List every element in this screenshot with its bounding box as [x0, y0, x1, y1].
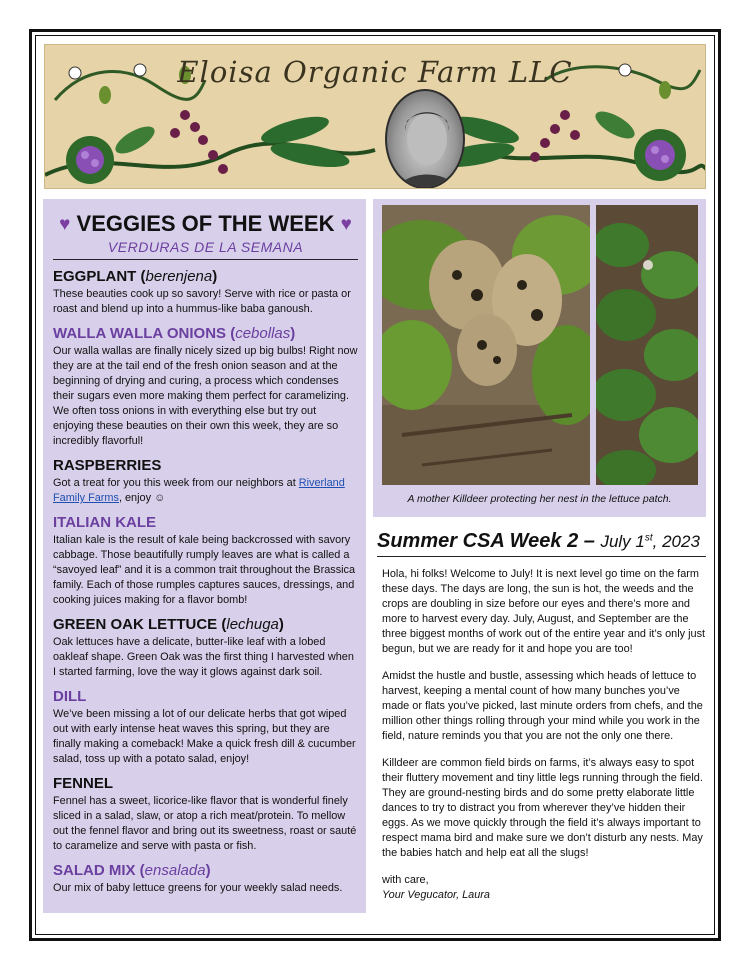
veggie-name: GREEN OAK LETTUCE (lechuga)	[53, 616, 284, 633]
lettuce-patch-photo	[596, 205, 698, 485]
veggie-item-lettuce	[53, 616, 358, 680]
photo-caption: A mother Killdeer protecting her nest in the lettuce patch.	[407, 493, 672, 505]
masthead-banner	[44, 44, 706, 189]
veggie-description: Fennel has a sweet, licorice-like flavor that is wonderful finely sliced in a salad, slaw, or atop a rich meat/protein. To mellow out the fennel flavor and bring out its sweetness, roast or sauté to caramelize and serve with pasta or fish.	[53, 795, 357, 852]
veggie-description: Our mix of baby lettuce greens for your weekly salad needs.	[53, 882, 343, 894]
veggie-description: These beauties cook up so savory! Serve with rice or pasta or roast and blend up into a hummus-like baba ganoush.	[53, 288, 351, 315]
veggie-name: ITALIAN KALE	[53, 514, 157, 531]
veggie-name: SALAD MIX (ensalada)	[53, 862, 211, 879]
veggie-description: Our walla wallas are finally nicely sized up big bulbs! Right now they are at the tail end of the fresh onion season and at the beginning of drying and curing, a process which condenses their sugars even more making them perfect for caramelizing. We often toss onions in with everything else but try out enjoying these beauties on their own this week, they are so incredibly flavorful!	[53, 345, 358, 447]
veggies-subheading: VERDURAS DE LA SEMANA	[53, 239, 358, 260]
veggie-name: EGGPLANT (berenjena)	[53, 268, 218, 285]
farmer-portrait	[385, 89, 465, 189]
veggies-panel	[43, 199, 366, 913]
article-paragraph: Hola, hi folks! Welcome to July! It is next level go time on the farm these days. The days are long, the sun is hot, the weeds and the crops are doubling in size before our eyes and there’s more and more to harvest every day. July, August, and September are the three biggest months of work out of the entire year and it’s only just begun, but we are ready for it and hope you are too!	[382, 568, 706, 655]
veggie-name: WALLA WALLA ONIONS (cebollas)	[53, 325, 296, 342]
photo-panel	[373, 199, 706, 517]
article-paragraph: Killdeer are common field birds on farms, it’s always easy to spot their fluttery movement and tiny little legs running through the field. They are ground-nesting birds and do some pretty elaborate little dances to try to distract you from wherever they’ve hidden their eggs. As we move quickly through the field it’s always important to respect mama bird and make sure we don’t disturb any nests. May the babies hatch and help eat all the slugs!	[382, 757, 703, 859]
veggie-item-kale	[53, 514, 358, 608]
riverland-farms-link[interactable]: Riverland Family Farms	[53, 477, 345, 504]
veggie-description: Got a treat for you this week from our neighbors at Riverland Family Farms, enjoy ☺	[53, 477, 345, 504]
veggies-heading: ♥ VEGGIES OF THE WEEK ♥	[59, 211, 352, 236]
signature: Your Vegucator, Laura	[382, 889, 490, 901]
farm-name: Eloisa Organic Farm LLC	[177, 55, 573, 89]
signoff: with care, Your Vegucator, Laura	[382, 873, 706, 903]
veggie-item-eggplant	[53, 268, 358, 317]
veggie-name: FENNEL	[53, 775, 113, 792]
article-paragraph: Amidst the hustle and bustle, assessing which heads of lettuce to harvest, keeping a mental count of how many bunches you’ve made or flats you’ve picked, last minute orders from chefs, and the million other things rolling through your mind while you work in the field, nature reminds you that you are not the only one there.	[382, 670, 703, 742]
heart-icon: ♥	[59, 214, 71, 235]
killdeer-nest-photo	[382, 205, 590, 485]
csa-article	[377, 530, 706, 903]
veggie-item-raspberries	[53, 457, 358, 506]
veggie-item-onions	[53, 325, 358, 449]
veggie-name: RASPBERRIES	[53, 457, 162, 474]
veggie-description: Italian kale is the result of kale being backcrossed with savory cabbage. Those beautifully rumply leaves are what is called a “savoyed leaf” and it is a common trait throughout the Brassica family. Each of those rumples captures sauces, dressings, and cooking juices making for a flavor bomb!	[53, 534, 356, 606]
veggie-name: DILL	[53, 688, 87, 705]
article-title: Summer CSA Week 2 – July 1st, 2023	[377, 530, 706, 557]
veggie-item-dill	[53, 688, 358, 767]
veggie-description: Oak lettuces have a delicate, butter-like leaf with a lobed oakleaf shape. Green Oak was the first thing I harvested when I started farming, love the way it glows against dark soil.	[53, 636, 354, 678]
veggie-item-salad-mix	[53, 862, 358, 896]
veggie-description: We’ve been missing a lot of our delicate herbs that got wiped out with early intense heat waves this spring, but they are finally making a comeback! Make a quick fresh dill & cucumber salad, toss up with a potato salad, enjoy!	[53, 708, 356, 765]
veggie-item-fennel	[53, 775, 358, 854]
heart-icon: ♥	[340, 214, 352, 235]
article-body	[377, 567, 706, 903]
